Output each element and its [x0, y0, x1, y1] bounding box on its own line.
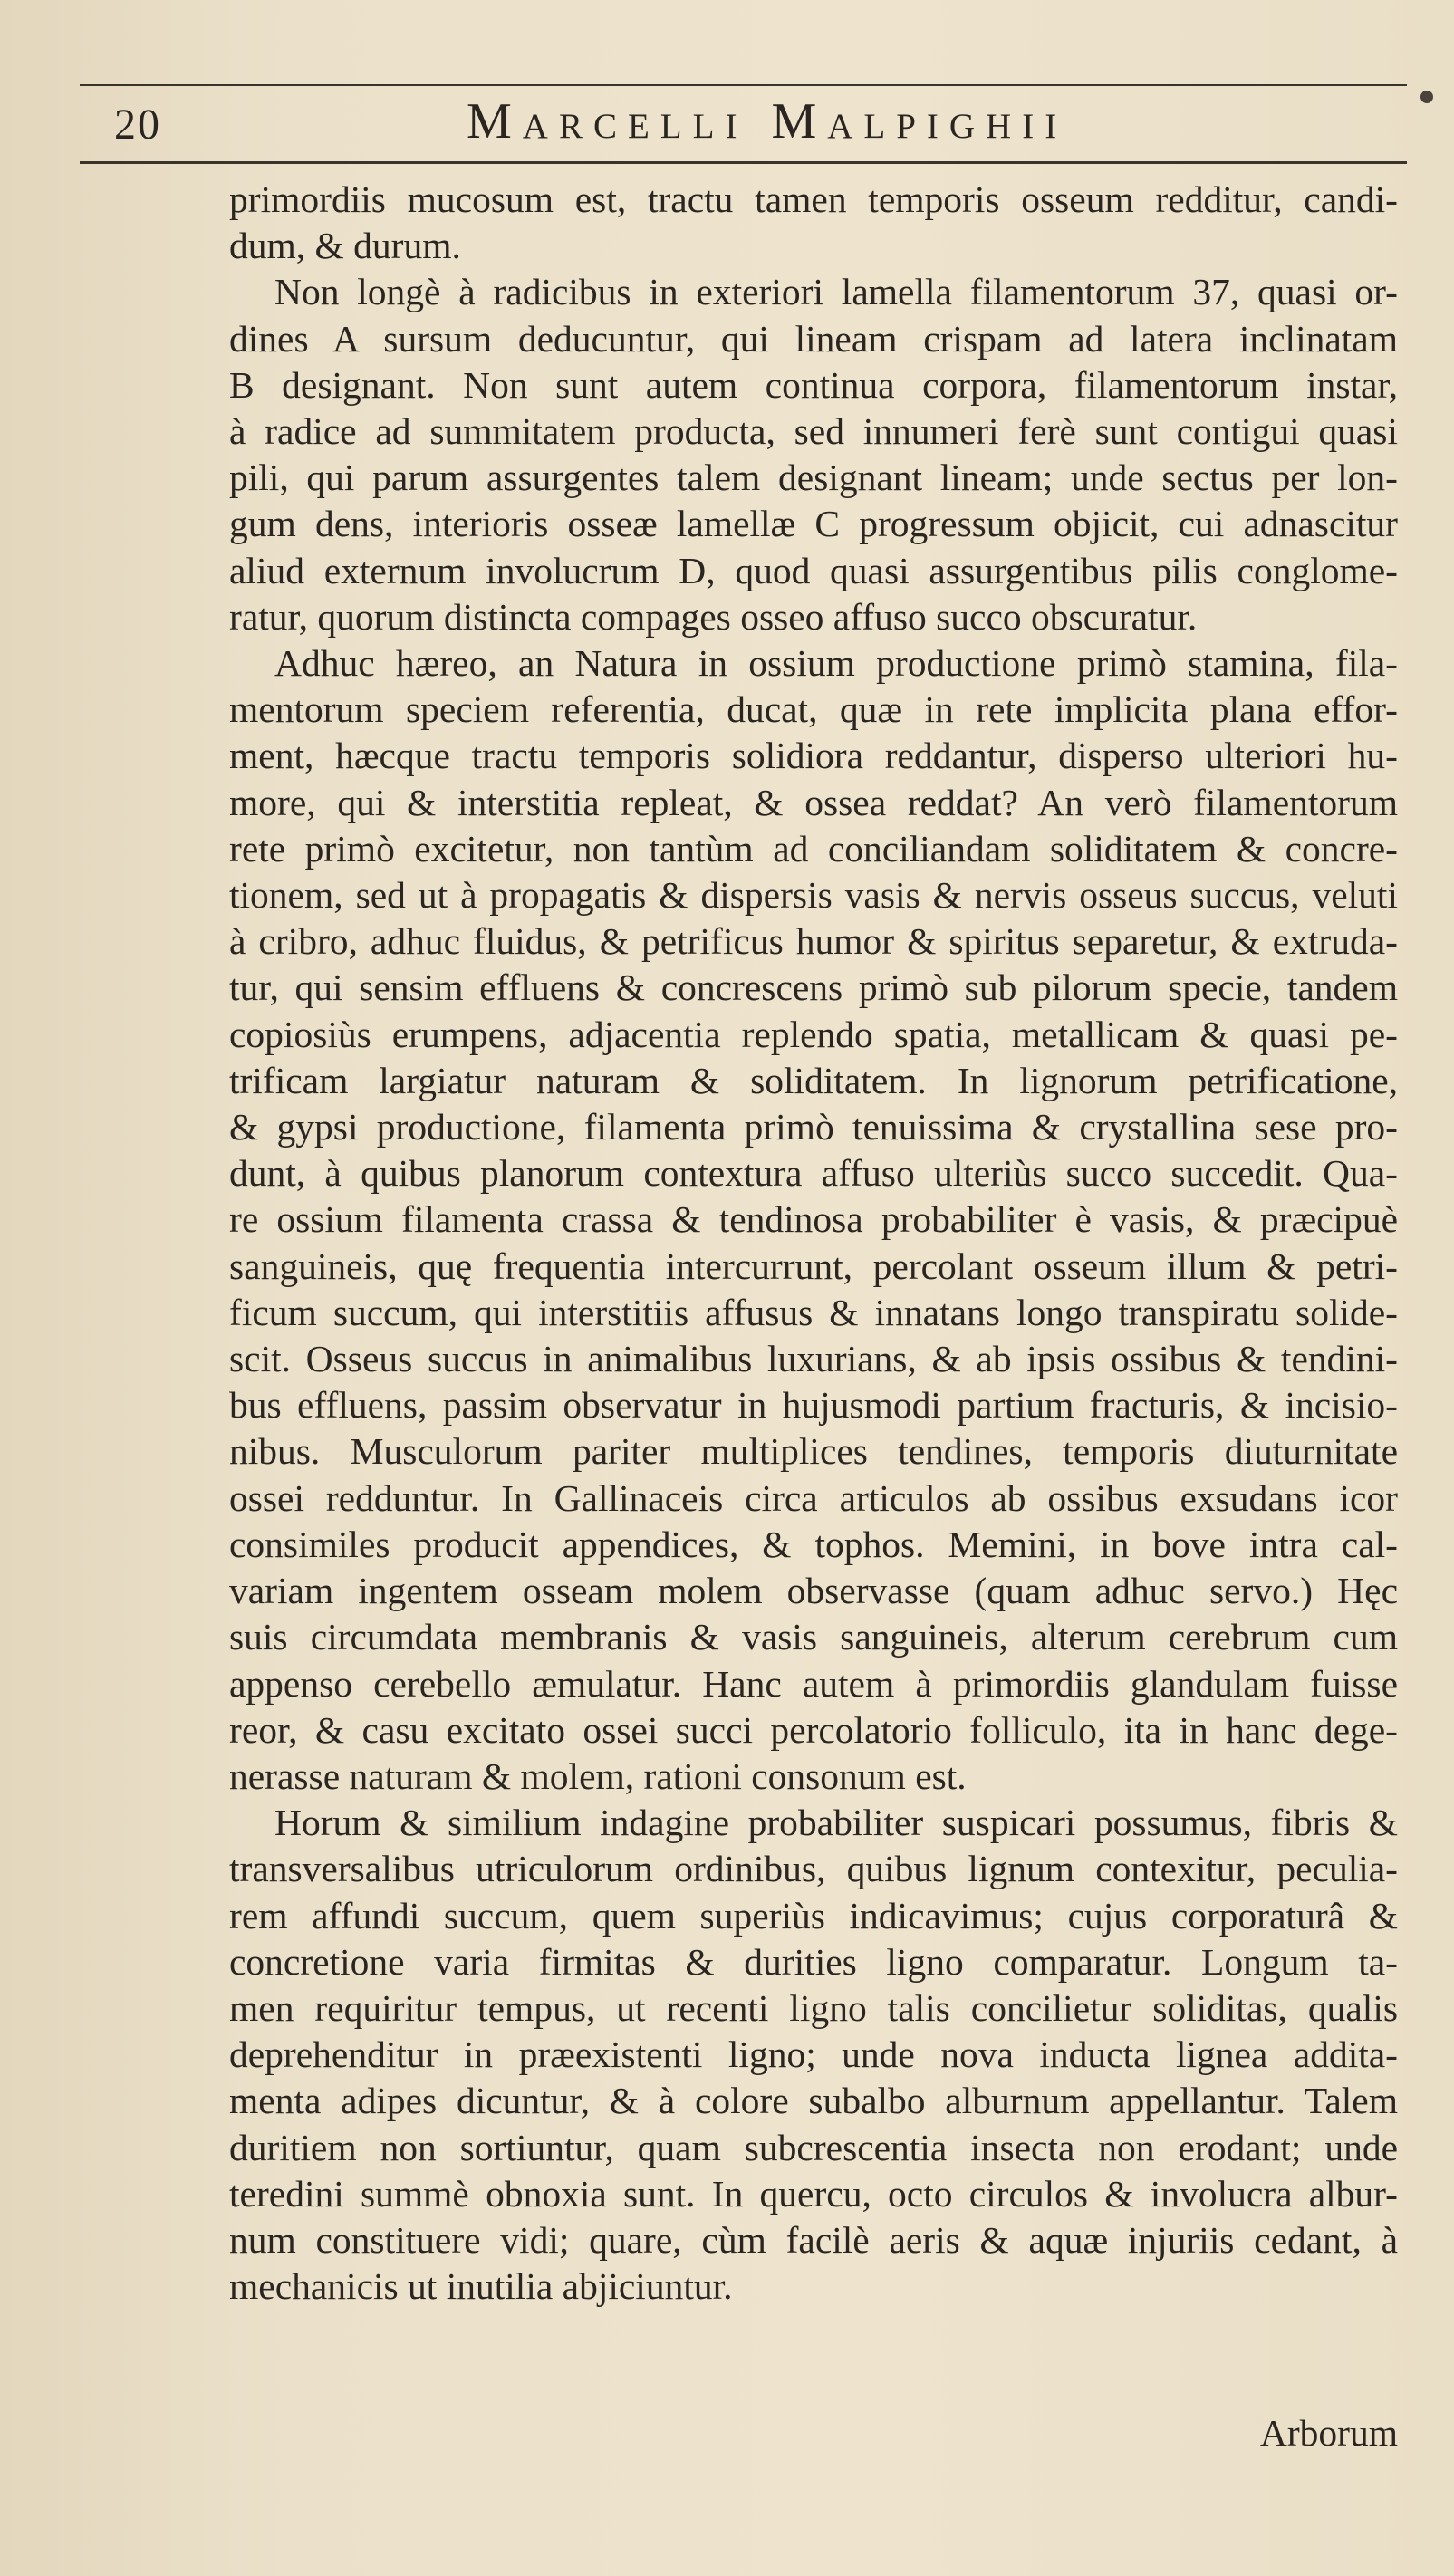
text-line: dunt, à quibus planorum contextura affuso ulteriùs succo succedit. Qua-	[229, 1152, 1398, 1195]
text-line: num constituere vidi; quare, cùm facilè aeris & aquæ injuriis cedant, à	[229, 2218, 1398, 2261]
text-line: copiosiùs erumpens, adjacentia replendo spatia, metallicam & quasi pe-	[229, 1013, 1398, 1055]
text-line: dum, & durum.	[229, 225, 461, 267]
text-line: gum dens, interioris osseæ lamellæ C progressum objicit, cui adnascitur	[229, 503, 1398, 545]
ink-spot	[1420, 91, 1433, 103]
text-line: teredini summè obnoxia sunt. In quercu, octo circulos & involucra albur-	[229, 2172, 1398, 2215]
text-line: mechanicis ut inutilia abjiciuntur.	[229, 2265, 733, 2308]
text-line: à radice ad summitatem producta, sed innumeri ferè sunt contigui quasi	[229, 410, 1398, 453]
text-line: rem affundi succum, quem superiùs indicavimus; cujus corporaturâ &	[229, 1894, 1398, 1937]
text-line: à cribro, adhuc fluidus, & petrificus humor & spiritus separetur, & extruda-	[229, 920, 1398, 963]
text-line: primordiis mucosum est, tractu tamen temporis osseum redditur, candi-	[229, 178, 1398, 220]
text-line: deprehenditur in præexistenti ligno; unde nova inducta lignea addita-	[229, 2033, 1398, 2076]
text-line: & gypsi productione, filamenta primò tenuissima & crystallina sese pro-	[229, 1106, 1398, 1149]
running-head: Marcelli Malpighii	[467, 93, 1068, 149]
text-line: Horum & similium indagine probabiliter suspicari possumus, fibris &	[274, 1802, 1398, 1844]
text-line: pili, qui parum assurgentes talem designant lineam; unde sectus per lon-	[229, 457, 1398, 499]
text-line: suis circumdata membranis & vasis sanguineis, alterum cerebrum cum	[229, 1616, 1398, 1658]
text-line: rete primò excitetur, non tantùm ad conciliandam soliditatem & concre-	[229, 827, 1398, 870]
catchword: Arborum	[1259, 2412, 1398, 2454]
text-line: aliud externum involucrum D, quod quasi assurgentibus pilis conglome-	[229, 549, 1398, 591]
text-line: concretione varia firmitas & durities ligno comparatur. Longum ta-	[229, 1940, 1398, 1983]
text-line: menta adipes dicuntur, & à colore subalbo alburnum appellantur. Talem	[229, 2080, 1398, 2122]
text-line: Non longè à radicibus in exteriori lamella filamentorum 37, quasi or-	[274, 271, 1398, 313]
text-line: variam ingentem osseam molem observasse (quam adhuc servo.) Hęc	[229, 1570, 1398, 1612]
text-line: dines A sursum deducuntur, qui lineam crispam ad latera inclinatam	[229, 317, 1398, 360]
text-line: appenso cerebello æmulatur. Hanc autem à primordiis glandulam fuisse	[229, 1662, 1398, 1705]
text-line: ratur, quorum distincta compages osseo affuso succo obscuratur.	[229, 595, 1198, 638]
text-line: trificam largiatur naturam & soliditatem. In lignorum petrificatione,	[229, 1059, 1398, 1101]
text-line: more, qui & interstitia repleat, & ossea reddat? An verò filamentorum	[229, 781, 1398, 823]
text-line: bus effluens, passim observatur in hujusmodi partium fracturis, & incisio-	[229, 1384, 1398, 1427]
text-line: reor, & casu excitato ossei succi percolatorio folliculo, ita in hanc dege-	[229, 1708, 1398, 1751]
text-line: sanguineis, quę frequentia intercurrunt, percolant osseum illum & petri-	[229, 1245, 1398, 1287]
text-line: ment, hæcque tractu temporis solidiora reddantur, disperso ulteriori hu-	[229, 735, 1398, 777]
text-line: tionem, sed ut à propagatis & dispersis vasis & nervis osseus succus, veluti	[229, 874, 1398, 917]
text-line: transversalibus utriculorum ordinibus, quibus lignum contexitur, peculia-	[229, 1848, 1398, 1890]
text-line: nibus. Musculorum pariter multiplices tendines, temporis diuturnitate	[229, 1430, 1398, 1473]
text-line: consimiles producit appendices, & tophos. Memini, in bove intra cal-	[229, 1523, 1398, 1565]
header-rule-top	[80, 84, 1407, 86]
text-line: B designant. Non sunt autem continua corpora, filamentorum instar,	[229, 363, 1398, 406]
text-line: scit. Osseus succus in animalibus luxurians, & ab ipsis ossibus & tendini-	[229, 1338, 1398, 1380]
text-line: duritiem non sortiuntur, quam subcrescentia insecta non erodant; unde	[229, 2126, 1398, 2168]
body-text	[229, 177, 1398, 2310]
text-line: ossei redduntur. In Gallinaceis circa articulos ab ossibus exsudans icor	[229, 1476, 1398, 1519]
text-line: tur, qui sensim effluens & concrescens primò sub pilorum specie, tandem	[229, 966, 1398, 1009]
text-line: men requiritur tempus, ut recenti ligno talis concilietur soliditas, qualis	[229, 1986, 1398, 2029]
text-line: nerasse naturam & molem, rationi consonum est.	[229, 1754, 967, 1797]
text-line: re ossium filamenta crassa & tendinosa probabiliter è vasis, & præcipuè	[229, 1198, 1398, 1241]
text-line: mentorum speciem referentia, ducat, quæ in rete implicita plana effor-	[229, 688, 1398, 731]
text-line: Adhuc hæreo, an Natura in ossium productione primò stamina, fila-	[274, 642, 1398, 685]
header-rule-bottom	[80, 161, 1407, 164]
page-number: 20	[114, 101, 161, 149]
text-line: ficum succum, qui interstitiis affusus & innatans longo transpiratu solide-	[229, 1291, 1398, 1333]
